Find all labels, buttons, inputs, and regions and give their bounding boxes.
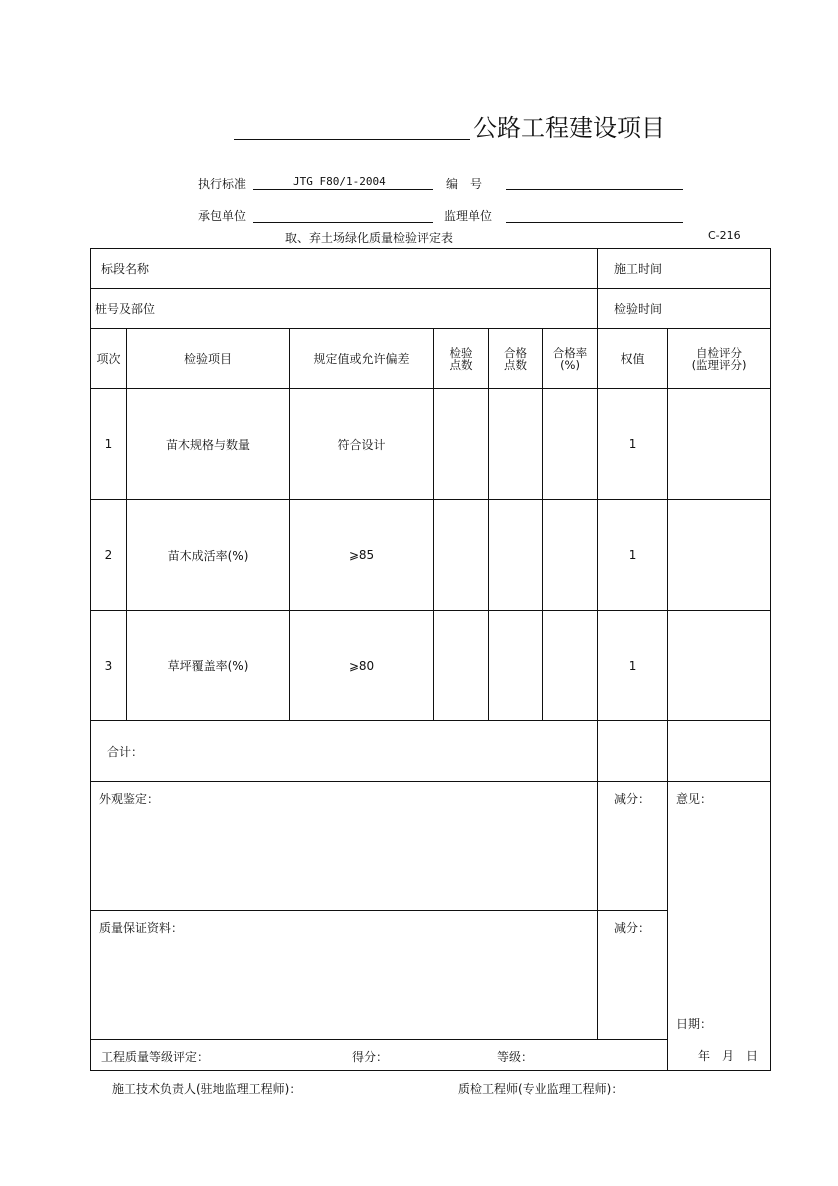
station-label: 桩号及部位 [95, 302, 156, 316]
opinion-cell[interactable] [668, 782, 771, 1071]
row-no: 1 [91, 389, 127, 500]
form-title: 取、弃土场绿化质量检验评定表 [285, 231, 454, 245]
col-score-l1: 自检评分 [696, 345, 743, 360]
code-label: 编 号 [446, 177, 483, 191]
rate-cell[interactable] [543, 389, 598, 500]
col-spec: 规定值或允许偏差 [290, 329, 434, 389]
tech-signature-label: 施工技术负责人(驻地监理工程师)： [112, 1082, 302, 1096]
col-points [434, 329, 489, 389]
col-points-l2: 点数 [449, 357, 473, 372]
col-points-l1: 检验 [449, 345, 473, 360]
section-name-label: 标段名称 [101, 262, 150, 276]
build-time-label: 施工时间 [614, 262, 663, 276]
total-label: 合计： [107, 744, 144, 759]
row-spec: ⩾85 [290, 500, 434, 611]
score-cell[interactable] [668, 389, 771, 500]
std-value: JTG F80/1-2004 [293, 175, 386, 188]
appearance-cell[interactable] [91, 782, 598, 911]
col-pass-l1: 合格 [504, 345, 527, 360]
table-row [91, 389, 771, 500]
row-spec: 符合设计 [290, 389, 434, 500]
points-cell[interactable] [434, 500, 489, 611]
deduct-cell-2[interactable] [598, 911, 668, 1040]
inspect-time-cell[interactable] [598, 289, 771, 329]
col-rate-l1: 合格率 [552, 345, 588, 360]
date-label: 日期： [676, 1017, 713, 1031]
col-pass-l2: 点数 [504, 357, 527, 372]
deduct-cell-1[interactable] [598, 782, 668, 911]
contractor-label: 承包单位 [198, 209, 247, 223]
col-score [668, 329, 771, 389]
grade-label: 等级： [497, 1050, 534, 1064]
row-no: 3 [91, 611, 127, 721]
score-cell[interactable] [668, 611, 771, 721]
table-row [91, 611, 771, 721]
col-rate-l2: (%) [560, 357, 580, 372]
inspect-time-label: 检验时间 [614, 302, 663, 316]
grade-eval-cell[interactable] [91, 1040, 668, 1071]
section-name-cell[interactable] [91, 249, 598, 289]
supervisor-label: 监理单位 [444, 209, 493, 223]
std-label: 执行标准 [198, 177, 247, 191]
col-pass [489, 329, 543, 389]
points-cell[interactable] [434, 389, 489, 500]
rate-cell[interactable] [543, 500, 598, 611]
pass-cell[interactable] [489, 611, 543, 721]
points-cell[interactable] [434, 611, 489, 721]
form-code: C-216 [708, 229, 741, 242]
grade-eval-label: 工程质量等级评定： [101, 1050, 210, 1064]
opinion-label: 意见： [676, 792, 713, 806]
pass-cell[interactable] [489, 389, 543, 500]
rate-cell[interactable] [543, 611, 598, 721]
date-ymd: 年 月 日 [698, 1049, 759, 1063]
station-cell[interactable] [91, 289, 598, 329]
col-item: 检验项目 [127, 329, 290, 389]
qc-signature-label: 质检工程师(专业监理工程师)： [458, 1082, 624, 1096]
deduct-label-2: 减分： [614, 921, 651, 935]
row-weight: 1 [598, 500, 668, 611]
col-rate [543, 329, 598, 389]
col-score-l2: (监理评分) [691, 357, 747, 372]
row-weight: 1 [598, 611, 668, 721]
std-line [253, 189, 433, 190]
quality-docs-label: 质量保证资料： [99, 921, 184, 935]
row-spec: ⩾80 [290, 611, 434, 721]
table-header-row [91, 329, 771, 389]
inspection-table [90, 248, 771, 1071]
total-score-cell[interactable] [668, 721, 771, 782]
row-item: 苗木成活率(%) [127, 500, 290, 611]
col-weight: 权值 [598, 329, 668, 389]
pass-cell[interactable] [489, 500, 543, 611]
row-no: 2 [91, 500, 127, 611]
project-name-line [234, 139, 470, 140]
row-item: 草坪覆盖率(%) [127, 611, 290, 721]
col-no: 项次 [91, 329, 127, 389]
contractor-field[interactable] [253, 222, 433, 223]
row-weight: 1 [598, 389, 668, 500]
total-weight-cell[interactable] [598, 721, 668, 782]
supervisor-field[interactable] [506, 222, 683, 223]
total-cell [91, 721, 598, 782]
code-field[interactable] [506, 189, 683, 190]
quality-docs-cell[interactable] [91, 911, 598, 1040]
score-cell[interactable] [668, 500, 771, 611]
page-title: 公路工程建设项目 [473, 114, 665, 142]
row-item: 苗木规格与数量 [127, 389, 290, 500]
appearance-label: 外观鉴定： [99, 792, 160, 806]
score-label: 得分： [352, 1050, 389, 1064]
build-time-cell[interactable] [598, 249, 771, 289]
table-row [91, 500, 771, 611]
deduct-label-1: 减分： [614, 792, 651, 806]
